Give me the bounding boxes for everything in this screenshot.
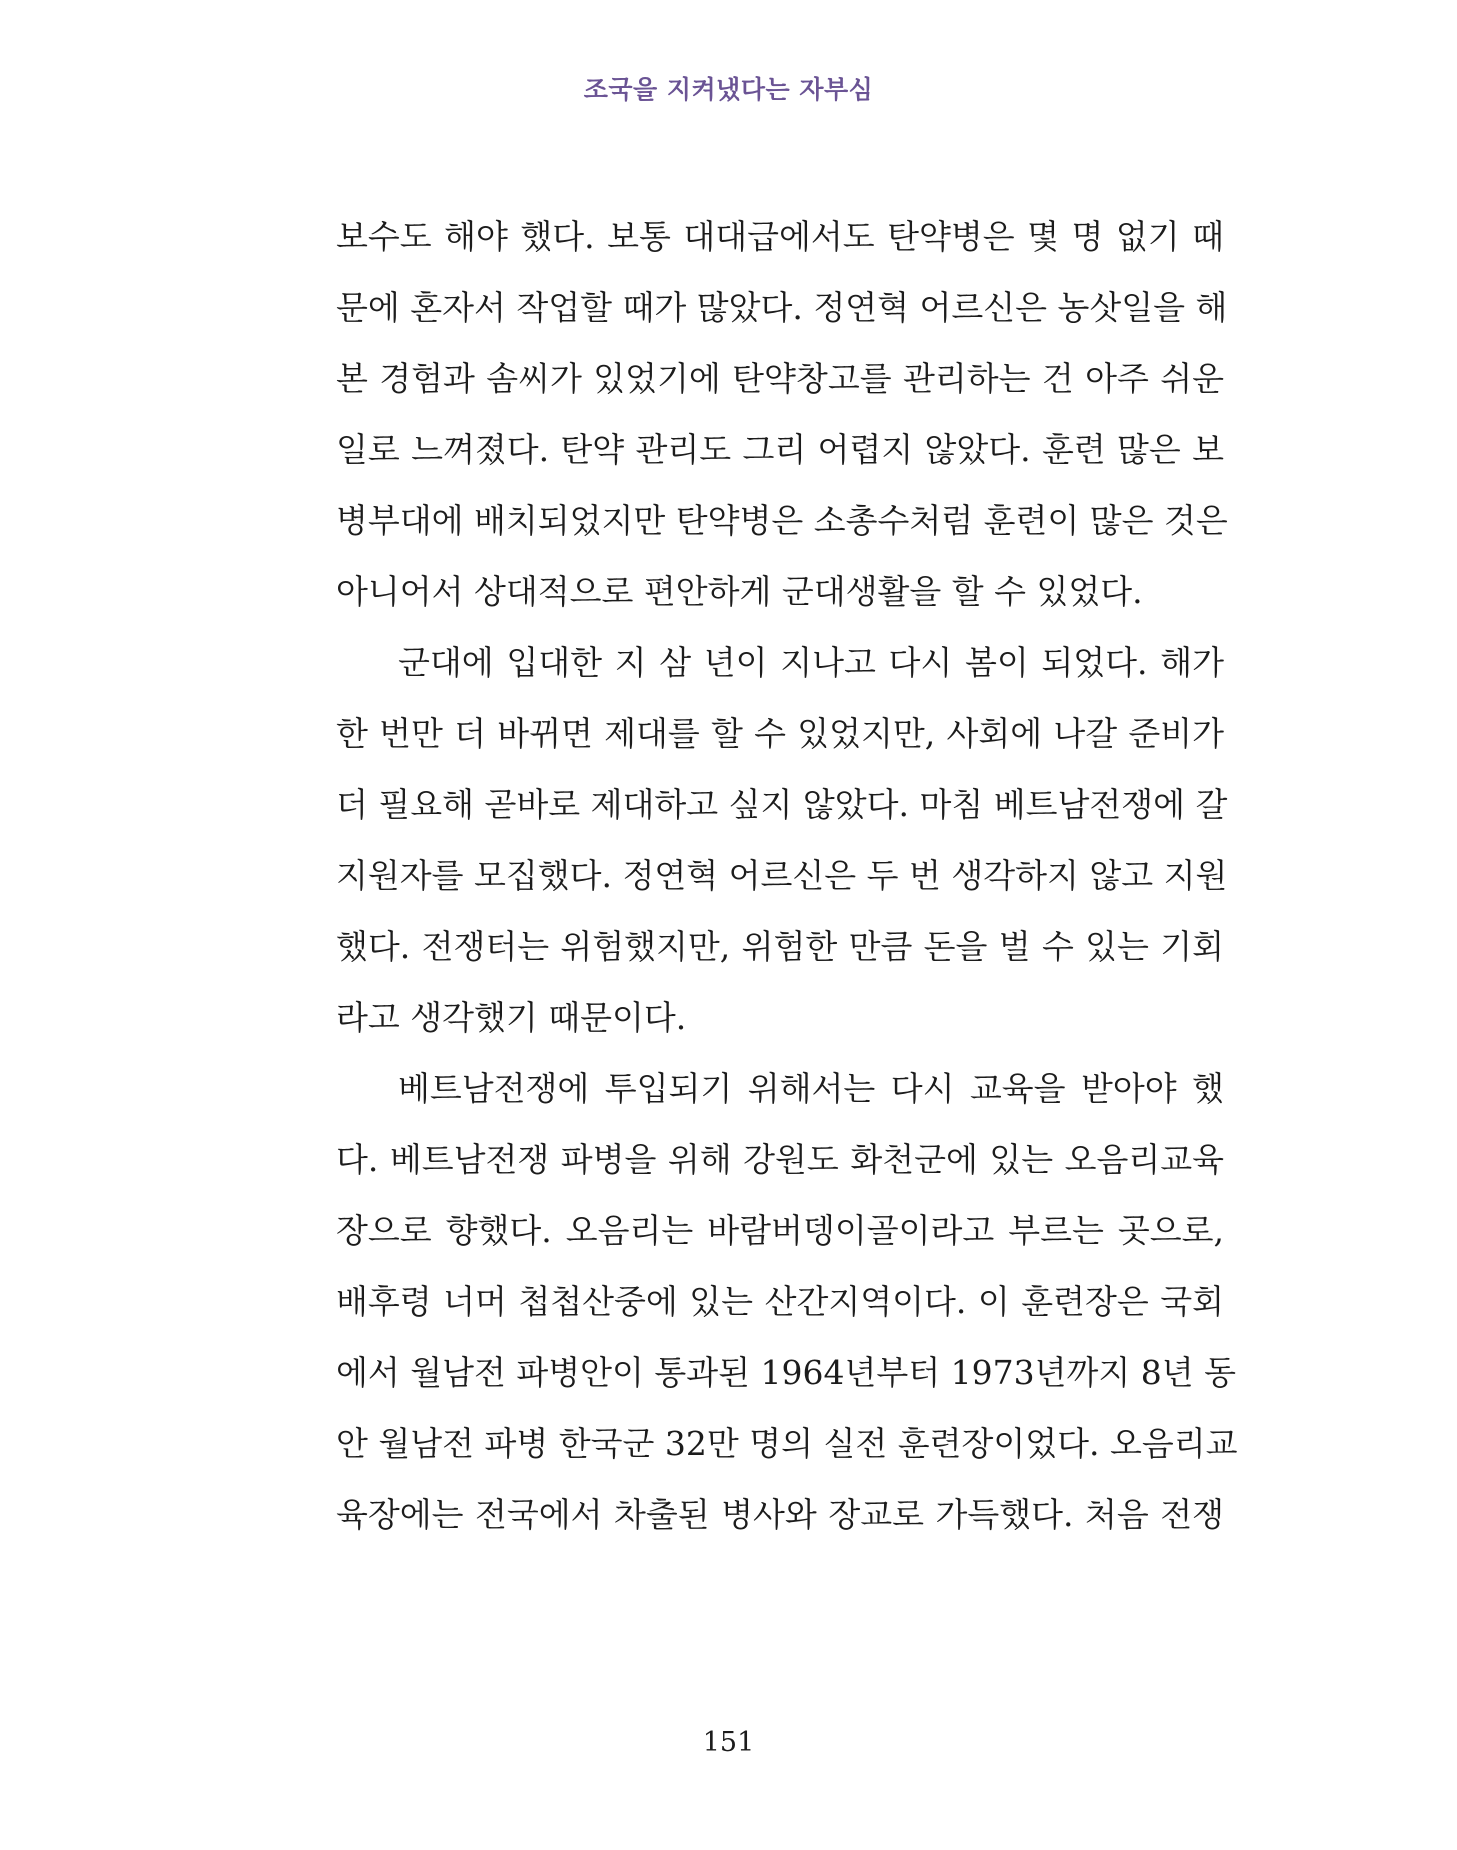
body-text: [336, 205, 1238, 1554]
text-line: 배후령 너머 첩첩산중에 있는 산간지역이다. 이 훈련장은 국회: [336, 1282, 1224, 1321]
text-line: 에서 월남전 파병안이 통과된 1964년부터 1973년까지 8년 동: [336, 1353, 1236, 1392]
text-line: 일로 느껴졌다. 탄약 관리도 그리 어렵지 않았다. 훈련 많은 보: [336, 430, 1224, 469]
text-line: 군대에 입대한 지 삼 년이 지나고 다시 봄이 되었다. 해가: [398, 643, 1224, 682]
text-line: 했다. 전쟁터는 위험했지만, 위험한 만큼 돈을 벌 수 있는 기회: [336, 927, 1224, 966]
text-line: 병부대에 배치되었지만 탄약병은 소총수처럼 훈련이 많은 것은: [336, 501, 1228, 540]
running-header: 조국을 지켜냈다는 자부심: [583, 75, 874, 104]
text-line: 문에 혼자서 작업할 때가 많았다. 정연혁 어르신은 농삿일을 해: [336, 288, 1228, 327]
text-line: 지원자를 모집했다. 정연혁 어르신은 두 번 생각하지 않고 지원: [336, 856, 1228, 895]
text-line: 장으로 향했다. 오음리는 바람버뎅이골이라고 부르는 곳으로,: [336, 1211, 1224, 1250]
text-line: 다. 베트남전쟁 파병을 위해 강원도 화천군에 있는 오음리교육: [336, 1140, 1224, 1179]
text-line: 한 번만 더 바뀌면 제대를 할 수 있었지만, 사회에 나갈 준비가: [336, 714, 1224, 753]
text-line: 안 월남전 파병 한국군 32만 명의 실전 훈련장이었다. 오음리교: [336, 1424, 1238, 1463]
text-line: 베트남전쟁에 투입되기 위해서는 다시 교육을 받아야 했: [398, 1069, 1224, 1108]
text-line: 본 경험과 솜씨가 있었기에 탄약창고를 관리하는 건 아주 쉬운: [336, 359, 1224, 398]
text-line: 더 필요해 곧바로 제대하고 싶지 않았다. 마침 베트남전쟁에 갈: [336, 785, 1228, 824]
page-number: 151: [702, 1727, 755, 1758]
text-line: 라고 생각했기 때문이다.: [336, 998, 687, 1037]
text-line: 보수도 해야 했다. 보통 대대급에서도 탄약병은 몇 명 없기 때: [336, 217, 1224, 256]
text-line: 육장에는 전국에서 차출된 병사와 장교로 가득했다. 처음 전쟁: [336, 1495, 1224, 1534]
text-line: 아니어서 상대적으로 편안하게 군대생활을 할 수 있었다.: [336, 572, 1143, 611]
